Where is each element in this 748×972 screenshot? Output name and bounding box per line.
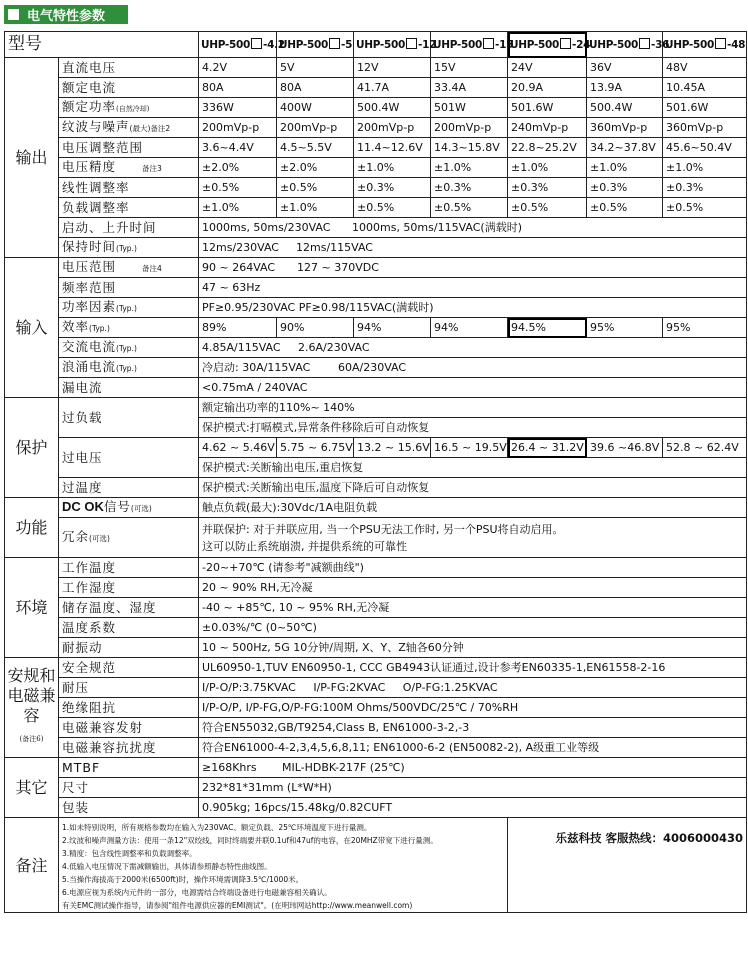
value-cell: ±1.0% — [431, 158, 508, 178]
param-label-text: 纹波与噪声 — [62, 119, 130, 134]
value-a: 1000ms, 50ms/230VAC — [202, 221, 331, 234]
value-cell-span — [199, 338, 747, 358]
category-notes: 备注 — [5, 818, 59, 913]
row-ripple — [5, 118, 747, 138]
value-cell: 12V — [354, 58, 431, 78]
value-b: 60A/230VAC — [338, 361, 407, 374]
placeholder-box-icon — [715, 38, 726, 49]
value-cell-span — [199, 238, 747, 258]
value-cell-span — [199, 358, 747, 378]
value-cell-span — [199, 518, 747, 558]
value-cell: 500.4W — [587, 98, 663, 118]
value-b: MIL-HDBK-217F (25℃) — [282, 761, 405, 774]
note-line: 有关EMC测试操作指导，请参阅"组件电源供应器的EMI测试"。(在明玮网站http://www.meanwell.com) — [62, 901, 413, 910]
value-cell: 41.7A — [354, 78, 431, 98]
param-label — [59, 338, 199, 358]
model-cell — [663, 32, 747, 58]
param-label-bold: DC OK — [62, 499, 104, 514]
value-cell: 39.6 ~46.8V — [587, 438, 663, 458]
value-cell: 4.2V — [199, 58, 277, 78]
value-cell: 16.5 ~ 19.5V — [431, 438, 508, 458]
note-line: 3.精度：包含线性调整率和负载调整率。 — [62, 849, 197, 858]
section-title: 电气特性参数 — [27, 9, 106, 24]
value-cell: 80A — [199, 78, 277, 98]
value-cell-span: PF≥0.95/230VAC PF≥0.98/115VAC(满载时) — [199, 298, 747, 318]
row-ems — [5, 738, 747, 758]
value-cell-span: 保护模式:关断输出电压,温度下降后可自动恢复 — [199, 478, 747, 498]
value-cell: ±0.3% — [508, 178, 587, 198]
category-function: 功能 — [5, 498, 59, 558]
model-row — [5, 32, 747, 58]
param-label — [59, 238, 199, 258]
param-label: 绝缘阻抗 — [59, 698, 199, 718]
value-cell-span — [199, 218, 747, 238]
row-dc-voltage — [5, 58, 747, 78]
value-cell: 4.62 ~ 5.46V — [199, 438, 277, 458]
value-cell: 45.6~50.4V — [663, 138, 747, 158]
value-cell: 5.75 ~ 6.75V — [277, 438, 354, 458]
value-cell: 34.2~37.8V — [587, 138, 663, 158]
param-label — [59, 358, 199, 378]
param-label: 漏电流 — [59, 378, 199, 398]
row-input-leakage — [5, 378, 747, 398]
placeholder-box-icon — [483, 38, 494, 49]
param-label-text: 效率 — [62, 319, 90, 334]
value-cell-highlighted: 94.5% — [508, 318, 587, 338]
value-cell-span: 触点负载(最大):30Vdc/1A电阻负载 — [199, 498, 747, 518]
value-cell: 336W — [199, 98, 277, 118]
value-cell: 5V — [277, 58, 354, 78]
param-sub: (Typ.) — [116, 344, 137, 353]
value-cell: 13.2 ~ 15.6V — [354, 438, 431, 458]
param-label-text: 额定功率 — [62, 98, 117, 114]
value-a: ≥168Khrs — [202, 761, 257, 774]
placeholder-box-icon — [639, 38, 650, 49]
row-overload-1 — [5, 398, 747, 418]
row-work-hum — [5, 578, 747, 598]
model-cell — [199, 32, 285, 58]
model-text: UHP-500 -5 — [279, 38, 353, 51]
value-cell: ±0.3% — [431, 178, 508, 198]
value-cell: 14.3~15.8V — [431, 138, 508, 158]
param-label: 直流电压 — [59, 58, 199, 78]
param-label-text: 冗余 — [62, 529, 90, 544]
param-note: 备注2 — [150, 124, 171, 133]
model-text: UHP-500 -36 — [589, 38, 670, 51]
category-safety-label: 安规和电磁兼容 — [7, 666, 56, 725]
value-cell: 501.6W — [508, 98, 587, 118]
row-size — [5, 778, 747, 798]
row-redundancy — [5, 518, 747, 558]
value-cell: 20.9A — [508, 78, 587, 98]
value-cell: 15V — [431, 58, 508, 78]
value-cell-span: 保护模式:关断输出电压,重启恢复 — [199, 458, 747, 478]
value-cell: 90% — [277, 318, 354, 338]
param-label: 耐振动 — [59, 638, 199, 658]
value-cell: 501W — [431, 98, 508, 118]
value-cell-span: 符合EN55032,GB/T9254,Class B, EN61000-3-2,-3 — [199, 718, 747, 738]
placeholder-box-icon — [406, 38, 417, 49]
value-cell: ±1.0% — [354, 158, 431, 178]
hotline-text: 乐兹科技 客服热线：4006000430 — [555, 831, 743, 845]
row-packing — [5, 798, 747, 818]
value-cell-span: UL60950-1,TUV EN60950-1, CCC GB4943认证通过,设计参考EN60335-1,EN61558-2-16 — [199, 658, 747, 678]
section-header — [4, 5, 128, 24]
row-voltage-adj — [5, 138, 747, 158]
value-cell: 200mVp-p — [354, 118, 431, 138]
value-cell: ±0.5% — [199, 178, 277, 198]
value-cell: ±1.0% — [587, 158, 663, 178]
param-note: 备注3 — [142, 164, 162, 173]
param-label — [59, 298, 199, 318]
placeholder-box-icon — [329, 38, 340, 49]
value-cell: ±0.5% — [587, 198, 663, 218]
value-cell-span: 10 ~ 500Hz, 5G 10分钟/周期, X、Y、Z轴各60分钟 — [199, 638, 747, 658]
param-label: 工作湿度 — [59, 578, 199, 598]
value-cell: 24V — [508, 58, 587, 78]
param-label: 负载调整率 — [59, 198, 199, 218]
param-sub: (可选) — [130, 504, 152, 513]
value-cell: 501.6W — [663, 98, 747, 118]
value-cell: 200mVp-p — [277, 118, 354, 138]
category-protection: 保护 — [5, 398, 59, 498]
value-cell: 200mVp-p — [199, 118, 277, 138]
value-cell: 3.6~4.4V — [199, 138, 277, 158]
value-cell: 95% — [587, 318, 663, 338]
value-cell: 360mVp-p — [587, 118, 663, 138]
model-text: UHP-500 -4.2 — [201, 38, 285, 51]
param-label: 过电压 — [59, 438, 199, 478]
model-cell — [354, 32, 437, 58]
value-b: 127 ~ 370VDC — [297, 261, 379, 274]
param-label: 额定电流 — [59, 78, 199, 98]
value-cell-span: 47 ~ 63Hz — [199, 278, 747, 298]
value-cell: ±0.3% — [587, 178, 663, 198]
value-cell-span — [199, 258, 747, 278]
value-line: 并联保护: 对于并联应用, 当一个PSU无法工作时, 另一个PSU将自动启用。 — [202, 522, 564, 536]
placeholder-box-icon — [560, 38, 571, 49]
row-rated-current — [5, 78, 747, 98]
row-notes — [5, 818, 747, 913]
row-input-voltage — [5, 258, 747, 278]
value-cell: 94% — [354, 318, 431, 338]
model-text: UHP-500 -24 — [510, 38, 591, 51]
value-cell: ±0.3% — [354, 178, 431, 198]
row-input-current — [5, 338, 747, 358]
value-b: 1000ms, 50ms/115VAC(满载时) — [352, 221, 522, 234]
param-label: 启动、上升时间 — [59, 218, 199, 238]
row-rated-power — [5, 98, 747, 118]
param-label: 频率范围 — [59, 278, 199, 298]
row-withstand — [5, 678, 747, 698]
value-cell-span: I/P-O/P, I/P-FG,O/P-FG:100M Ohms/500VDC/25℃ / 70%RH — [199, 698, 747, 718]
value-cell-span: 20 ~ 90% RH,无冷凝 — [199, 578, 747, 598]
value-a: 冷启动: 30A/115VAC — [202, 361, 311, 374]
param-label — [59, 98, 199, 118]
value-cell: 89% — [199, 318, 277, 338]
param-label-text: 浪涌电流 — [62, 359, 117, 374]
value-cell-span: 额定输出功率的110%~ 140% — [199, 398, 747, 418]
param-label: 储存温度、湿度 — [59, 598, 199, 618]
row-startup — [5, 218, 747, 238]
value-cell: ±0.5% — [508, 198, 587, 218]
value-cell-span: <0.75mA / 240VAC — [199, 378, 747, 398]
param-label: 工作温度 — [59, 558, 199, 578]
row-dcok — [5, 498, 747, 518]
value-cell-span: 0.905kg; 16pcs/15.48kg/0.82CUFT — [199, 798, 747, 818]
value-cell: 52.8 ~ 62.4V — [663, 438, 747, 458]
param-label-text: 电压精度 — [62, 159, 117, 174]
category-environment: 环境 — [5, 558, 59, 658]
value-cell: 500.4W — [354, 98, 431, 118]
param-label: 安全规范 — [59, 658, 199, 678]
value-cell: 80A — [277, 78, 354, 98]
value-cell: 13.9A — [587, 78, 663, 98]
row-temp-coef — [5, 618, 747, 638]
value-cell: ±2.0% — [277, 158, 354, 178]
value-cell: 200mVp-p — [431, 118, 508, 138]
param-label — [59, 318, 199, 338]
param-sub: (最大) — [129, 124, 151, 133]
value-cell: 95% — [663, 318, 747, 338]
value-b: 12ms/115VAC — [296, 241, 373, 254]
value-cell-span: ±0.03%/℃ (0~50℃) — [199, 618, 747, 638]
row-mtbf — [5, 758, 747, 778]
value-cell: ±0.5% — [354, 198, 431, 218]
value-cell: 4.5~5.5V — [277, 138, 354, 158]
value-cell: ±0.5% — [277, 178, 354, 198]
value-b: 2.6A/230VAC — [298, 341, 370, 354]
row-input-eff — [5, 318, 747, 338]
param-label: 过负载 — [59, 398, 199, 438]
param-label — [59, 518, 199, 558]
value-cell-span: -20~+70℃ (请参考"减额曲线") — [199, 558, 747, 578]
param-label: 电磁兼容抗扰度 — [59, 738, 199, 758]
row-line-reg — [5, 178, 747, 198]
square-icon — [8, 9, 19, 20]
note-line: 6.电源应视为系统内元件的一部分，电源需结合终端设备进行电磁兼容相关确认。 — [62, 888, 332, 897]
row-safety-std — [5, 658, 747, 678]
param-label-text: 交流电流 — [62, 339, 117, 354]
value-cell-span: I/P-O/P:3.75KVAC I/P-FG:2KVAC O/P-FG:1.25KVAC — [199, 678, 747, 698]
value-cell: ±1.0% — [199, 198, 277, 218]
note-line: 1.如未特别说明，所有规格参数均在输入为230VAC、额定负载、25℃环境温度下进行量测。 — [62, 823, 372, 832]
param-sub: (Typ.) — [116, 364, 137, 373]
model-text: UHP-500 -12 — [356, 38, 437, 51]
value-cell: 11.4~12.6V — [354, 138, 431, 158]
param-label-text: 功率因素 — [62, 299, 117, 314]
row-vibration — [5, 638, 747, 658]
param-label: 线性调整率 — [59, 178, 199, 198]
category-safety-note: (备注6) — [19, 735, 44, 743]
value-cell: ±0.3% — [663, 178, 747, 198]
category-safety — [5, 658, 59, 758]
row-isolation — [5, 698, 747, 718]
row-voltage-acc — [5, 158, 747, 178]
param-label: MTBF — [59, 758, 199, 778]
placeholder-box-icon — [251, 38, 262, 49]
value-a: 4.85A/115VAC — [202, 341, 281, 354]
value-cell: ±1.0% — [663, 158, 747, 178]
model-text: UHP-500 -48 — [665, 38, 746, 51]
notes-cell — [59, 818, 508, 913]
spec-table — [4, 31, 747, 913]
model-cell — [587, 32, 670, 58]
param-label: 尺寸 — [59, 778, 199, 798]
value-cell: 33.4A — [431, 78, 508, 98]
row-overtemp — [5, 478, 747, 498]
model-cell — [277, 32, 354, 58]
param-note: 备注4 — [142, 264, 162, 273]
model-cell — [431, 32, 514, 58]
value-cell: 48V — [663, 58, 747, 78]
value-cell: ±0.5% — [431, 198, 508, 218]
row-input-freq — [5, 278, 747, 298]
value-cell: 22.8~25.2V — [508, 138, 587, 158]
model-label: 型号 — [5, 32, 199, 58]
value-cell-highlighted: 26.4 ~ 31.2V — [508, 438, 587, 458]
value-cell: 94% — [431, 318, 508, 338]
param-sub: (自然冷却) — [116, 104, 150, 113]
param-label: 温度系数 — [59, 618, 199, 638]
value-cell: ±2.0% — [199, 158, 277, 178]
note-line: 4.低输入电压情况下需减额输出，具体请参照静态特性曲线图。 — [62, 862, 272, 871]
row-load-reg — [5, 198, 747, 218]
param-label — [59, 158, 199, 178]
value-a: 90 ~ 264VAC — [202, 261, 276, 274]
value-cell-span: 符合EN61000-4-2,3,4,5,6,8,11; EN61000-6-2 (EN50082-2), A级重工业等级 — [199, 738, 747, 758]
param-sub: (Typ.) — [116, 244, 137, 253]
param-label: 电磁兼容发射 — [59, 718, 199, 738]
row-hold — [5, 238, 747, 258]
param-sub: (可选) — [89, 534, 110, 543]
row-storage — [5, 598, 747, 618]
param-label — [59, 258, 199, 278]
category-other: 其它 — [5, 758, 59, 818]
value-cell-span: -40 ~ +85℃, 10 ~ 95% RH,无冷凝 — [199, 598, 747, 618]
category-input: 输入 — [5, 258, 59, 398]
value-cell: 400W — [277, 98, 354, 118]
param-label: 耐压 — [59, 678, 199, 698]
value-cell-span — [199, 758, 747, 778]
note-line: 5.当操作海拔高于2000米(6500ft)时，操作环境需调降3.5℃/1000米。 — [62, 875, 304, 884]
model-cell-highlighted — [508, 32, 591, 58]
param-label — [59, 118, 199, 138]
row-work-temp — [5, 558, 747, 578]
param-label-text: 保持时间 — [62, 239, 117, 254]
param-label-text: 电压范围 — [62, 259, 117, 274]
category-output: 输出 — [5, 58, 59, 258]
value-line: 这可以防止系统崩溃, 并提供系统的可靠性 — [202, 539, 407, 553]
row-input-inrush — [5, 358, 747, 378]
param-label: 电压调整范围 — [59, 138, 199, 158]
param-label-text: 信号 — [103, 499, 131, 514]
hotline-cell — [508, 818, 747, 913]
model-text: UHP-500 -15 — [433, 38, 514, 51]
value-cell-span: 保护模式:打嗝模式,异常条件移除后可自动恢复 — [199, 418, 747, 438]
value-a: 12ms/230VAC — [202, 241, 279, 254]
row-input-pf — [5, 298, 747, 318]
value-cell: ±1.0% — [508, 158, 587, 178]
row-emi — [5, 718, 747, 738]
param-sub: (Typ.) — [89, 324, 110, 333]
value-cell: 36V — [587, 58, 663, 78]
value-cell-span: 232*81*31mm (L*W*H) — [199, 778, 747, 798]
row-overvoltage-1 — [5, 438, 747, 458]
value-cell: ±1.0% — [277, 198, 354, 218]
value-cell: 360mVp-p — [663, 118, 747, 138]
param-label — [59, 498, 199, 518]
param-label: 过温度 — [59, 478, 199, 498]
note-line: 2.纹波和噪声测量方法：使用一条12"双绞线，同时终端要并联0.1uf和47uf的电容，在20MHZ带宽下进行量测。 — [62, 836, 438, 845]
param-label: 包装 — [59, 798, 199, 818]
param-sub: (Typ.) — [116, 304, 137, 313]
value-cell: 240mVp-p — [508, 118, 587, 138]
value-cell: 10.45A — [663, 78, 747, 98]
value-cell: ±0.5% — [663, 198, 747, 218]
